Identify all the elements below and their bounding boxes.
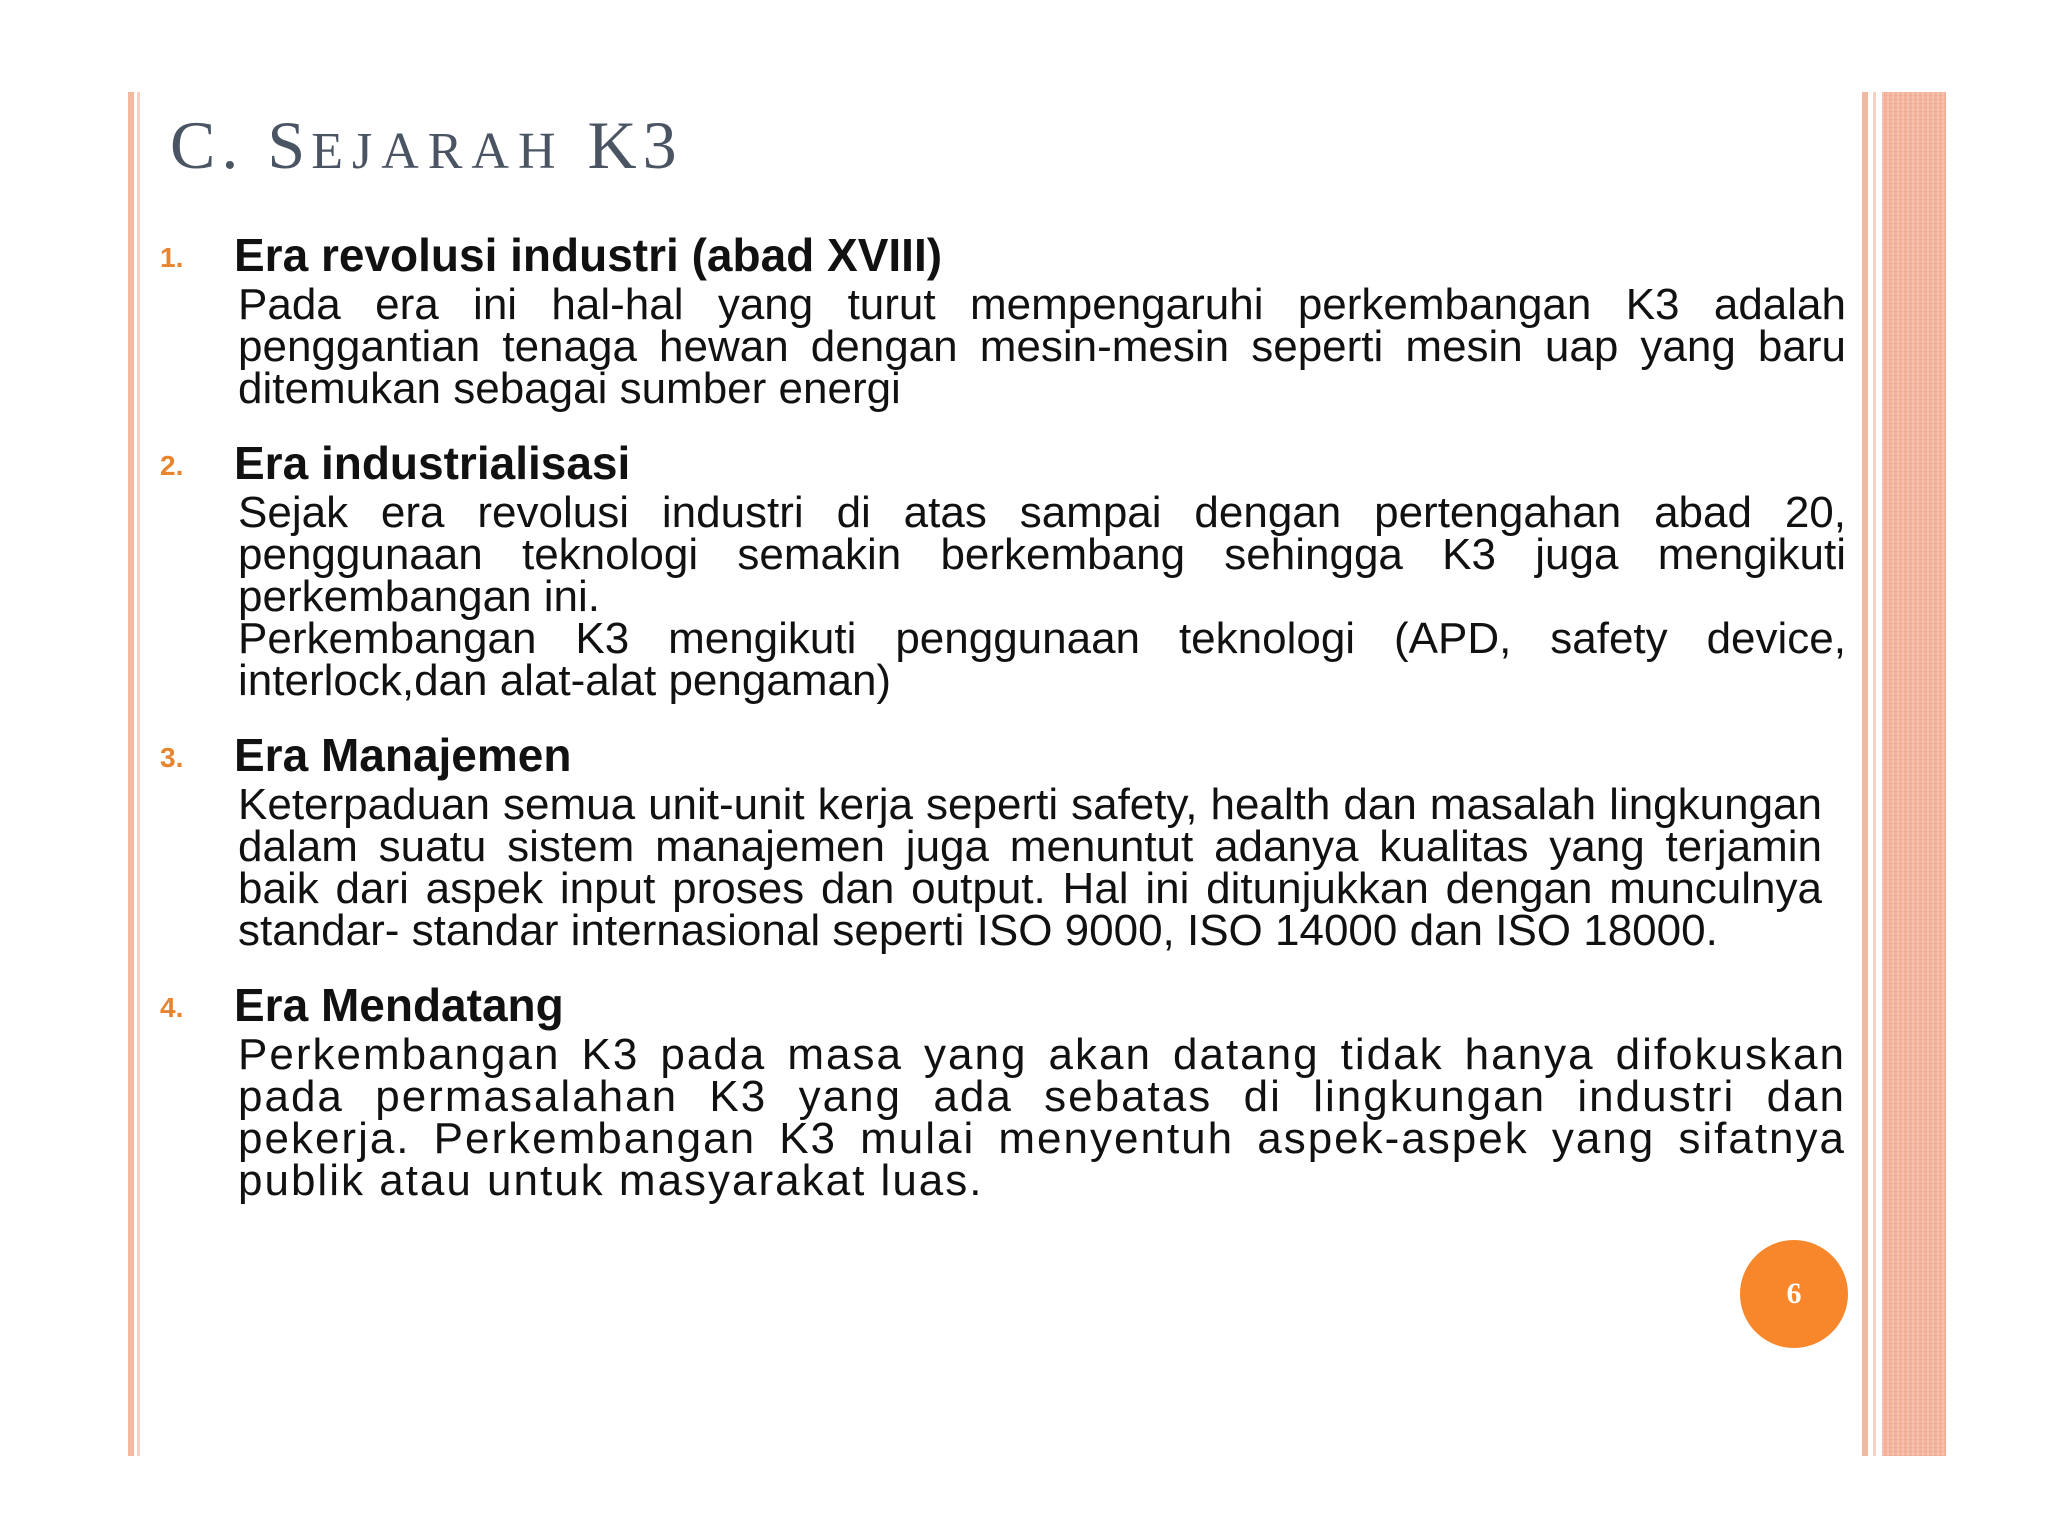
right-border-line	[1862, 92, 1868, 1456]
list-heading: Era Mendatang	[234, 979, 564, 1031]
list-item-header	[160, 978, 1860, 1034]
left-border-line-inner	[137, 92, 140, 1456]
slide-title-lead: C. S	[170, 107, 312, 183]
slide-content	[160, 228, 1860, 1205]
list-item-header	[160, 228, 1860, 284]
list-body	[238, 280, 1846, 413]
paragraph: Perkembangan K3 mengikuti penggunaan teknologi (APD, safety device, interlock,dan alat-alat pengaman)	[238, 614, 1846, 705]
list-number: 4.	[160, 992, 184, 1023]
slide-title-tail: K3	[564, 107, 683, 183]
list-item	[160, 228, 1860, 413]
left-border-line	[128, 92, 134, 1456]
paragraph: Sejak era revolusi industri di atas sampai dengan pertengahan abad 20, penggunaan teknologi semakin berkembang sehingga K3 juga mengikuti perkembangan ini.	[238, 488, 1846, 621]
right-decorative-band	[1882, 92, 1946, 1456]
list-item	[160, 728, 1860, 955]
list-heading: Era revolusi industri (abad XVIII)	[234, 229, 943, 281]
list-item-header	[160, 728, 1860, 784]
slide-title-smallcaps: EJARAH	[311, 123, 565, 180]
list-body	[238, 1030, 1846, 1205]
list-number: 3.	[160, 742, 184, 773]
paragraph: Perkembangan K3 pada masa yang akan datang tidak hanya difokuskan pada permasalahan K3 yang ada sebatas di lingkungan industri dan pekerja. Perkembangan K3 mulai menyentuh aspek-aspek yang sifatnya publik atau untuk masyarakat luas.	[238, 1030, 1846, 1205]
list-item	[160, 436, 1860, 705]
paragraph: Keterpaduan semua unit-unit kerja seperti safety, health dan masalah lingkungan dalam suatu sistem manajemen juga menuntut adanya kualitas yang terjamin baik dari aspek input proses dan output. Hal ini ditunjukkan dengan munculnya standar- standar internasional seperti ISO 9000, ISO 14000 dan ISO 18000.	[238, 780, 1822, 955]
list-body	[238, 488, 1846, 705]
paragraph: Pada era ini hal-hal yang turut mempengaruhi perkembangan K3 adalah penggantian tenaga hewan dengan mesin-mesin seperti mesin uap yang baru ditemukan sebagai sumber energi	[238, 280, 1846, 413]
list-item	[160, 978, 1860, 1205]
list-number: 1.	[160, 242, 184, 273]
right-border-line-inner	[1873, 92, 1876, 1456]
list-body	[238, 780, 1822, 955]
list-heading: Era Manajemen	[234, 729, 572, 781]
page-number-badge: 6	[1740, 1240, 1848, 1348]
list-item-header	[160, 436, 1860, 492]
list-number: 2.	[160, 450, 184, 481]
list-heading: Era industrialisasi	[234, 437, 631, 489]
slide-title	[170, 106, 683, 185]
